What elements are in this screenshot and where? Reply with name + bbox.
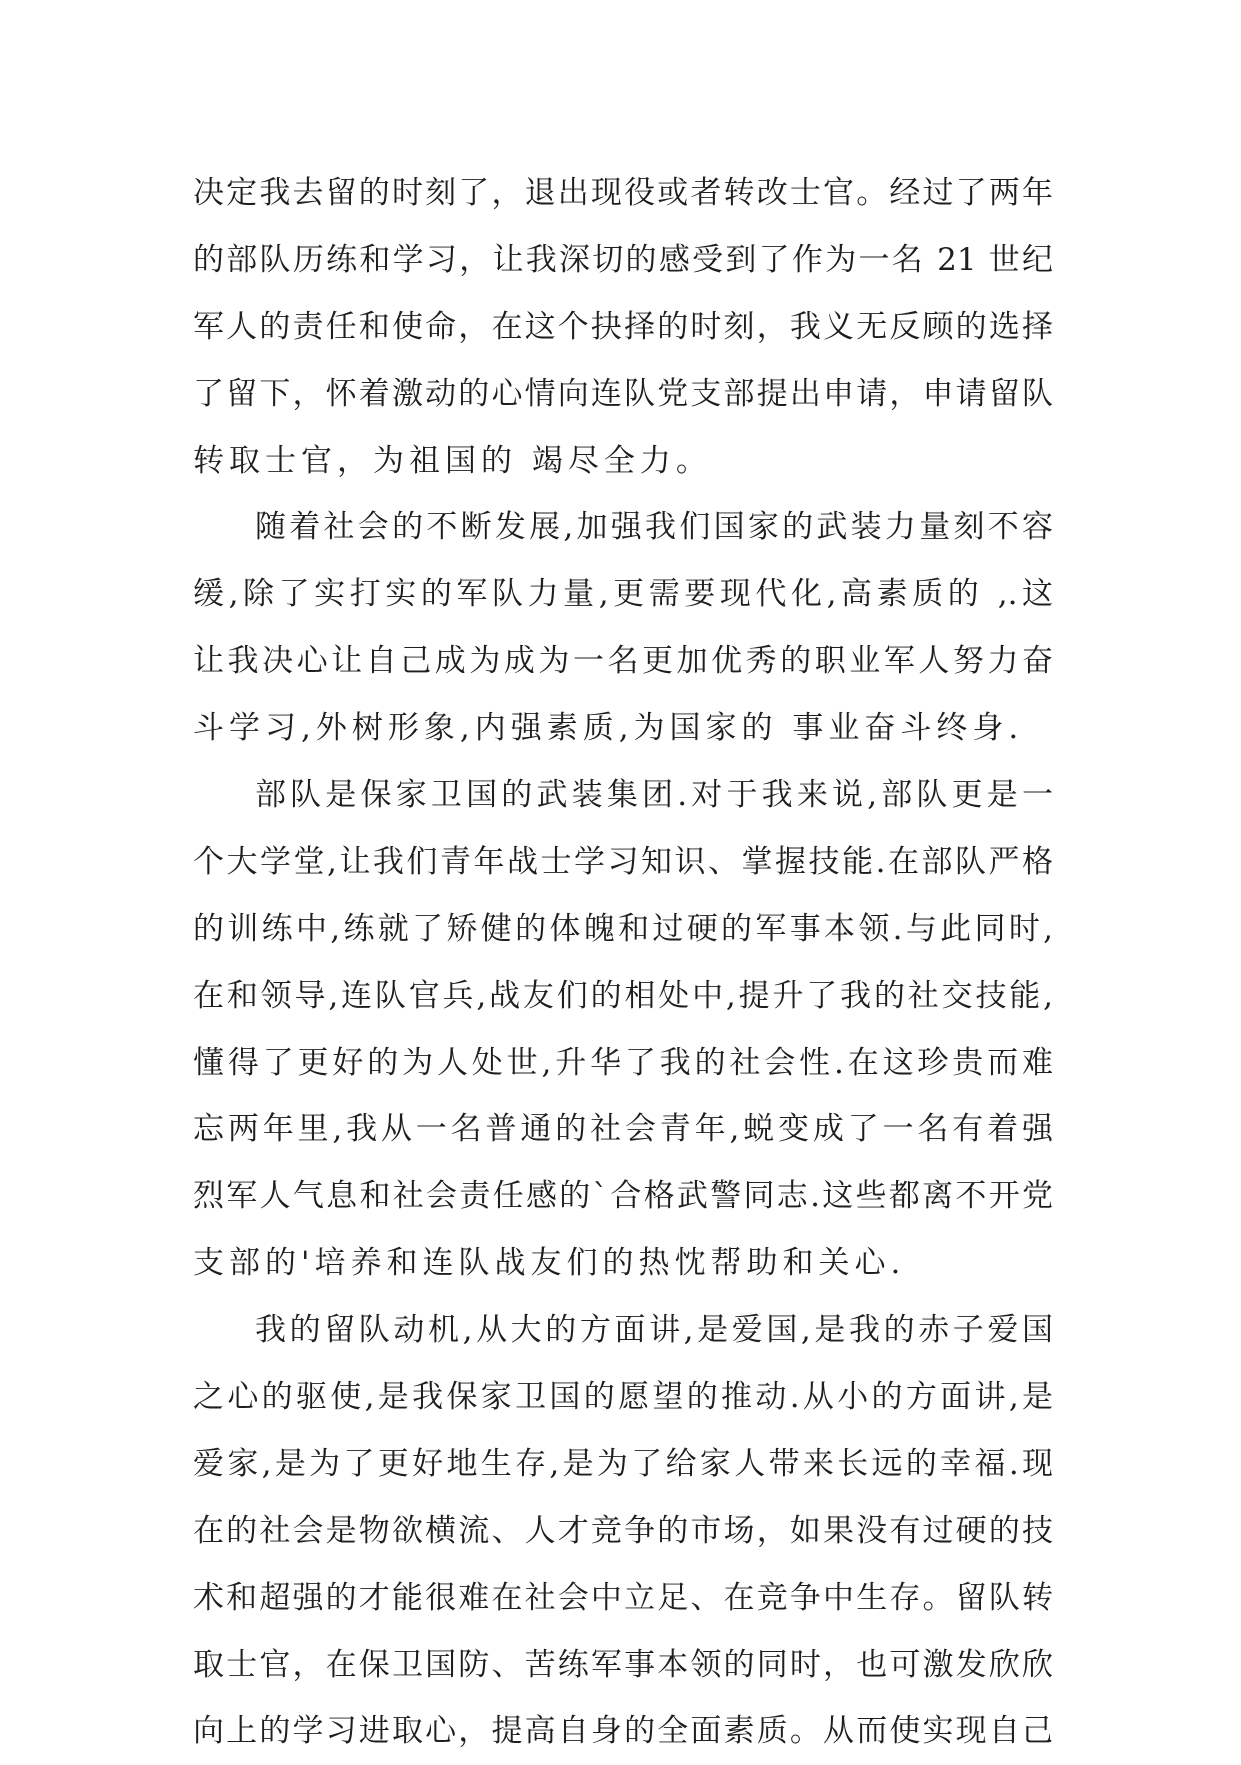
text-line: 在和领导,连队官兵,战友们的相处中,提升了我的社交技能, [193,977,1053,1014]
text-line: 让我决心让自己成为成为一名更加优秀的职业军人努力奋 [193,643,1053,680]
text-line: 了留下，怀着激动的心情向连队党支部提出申请，申请留队 [193,375,1053,412]
document-body [193,160,1053,1765]
text-line: 部队是保家卫国的武装集团.对于我来说,部队更是一 [255,777,1053,814]
text-line: 随着社会的不断发展,加强我们国家的武装力量刻不容 [255,509,1053,546]
text-line: 决定我去留的时刻了，退出现役或者转改士官。经过了两年 [193,175,1053,211]
text-line: 向上的学习进取心，提高自身的全面素质。从而使实现自己 [193,1713,1053,1750]
text-line: 取士官，在保卫国防、苦练军事本领的同时，也可激发欣欣 [193,1646,1053,1683]
text-line: 支部的'培养和连队战友们的热忱帮助和关心. [193,1245,906,1282]
text-line: 转取士官，为祖国的 竭尽全力。 [193,442,712,479]
text-line: 在的社会是物欲横流、人才竞争的市场，如果没有过硬的技 [193,1512,1053,1549]
text-line: 我的留队动机,从大的方面讲,是爱国,是我的赤子爱国 [255,1312,1053,1349]
text-line: 爱家,是为了更好地生存,是为了给家人带来长远的幸福.现 [193,1445,1053,1482]
text-line: 懂得了更好的为人处世,升华了我的社会性.在这珍贵而难 [193,1044,1053,1081]
text-line: 缓,除了实打实的军队力量,更需要现代化,高素质的 ,.这 [193,576,1053,613]
text-line: 个大学堂,让我们青年战士学习知识、掌握技能.在部队严格 [193,843,1053,880]
text-line: 之心的驱使,是我保家卫国的愿望的推动.从小的方面讲,是 [193,1379,1053,1416]
text-line: 斗学习,外树形象,内强素质,为国家的 事业奋斗终身. [193,710,1024,747]
text-line: 术和超强的才能很难在社会中立足、在竞争中生存。留队转 [193,1579,1053,1616]
text-line: 军人的责任和使命，在这个抉择的时刻，我义无反顾的选择 [193,308,1053,345]
text-line: 烈军人气息和社会责任感的`合格武警同志.这些都离不开党 [193,1178,1053,1215]
text-line: 的训练中,练就了矫健的体魄和过硬的军事本领.与此同时, [193,910,1053,947]
text-line: 的部队历练和学习，让我深切的感受到了作为一名 21 世纪 [193,241,1053,278]
text-line: 忘两年里,我从一名普通的社会青年,蜕变成了一名有着强 [193,1111,1053,1148]
